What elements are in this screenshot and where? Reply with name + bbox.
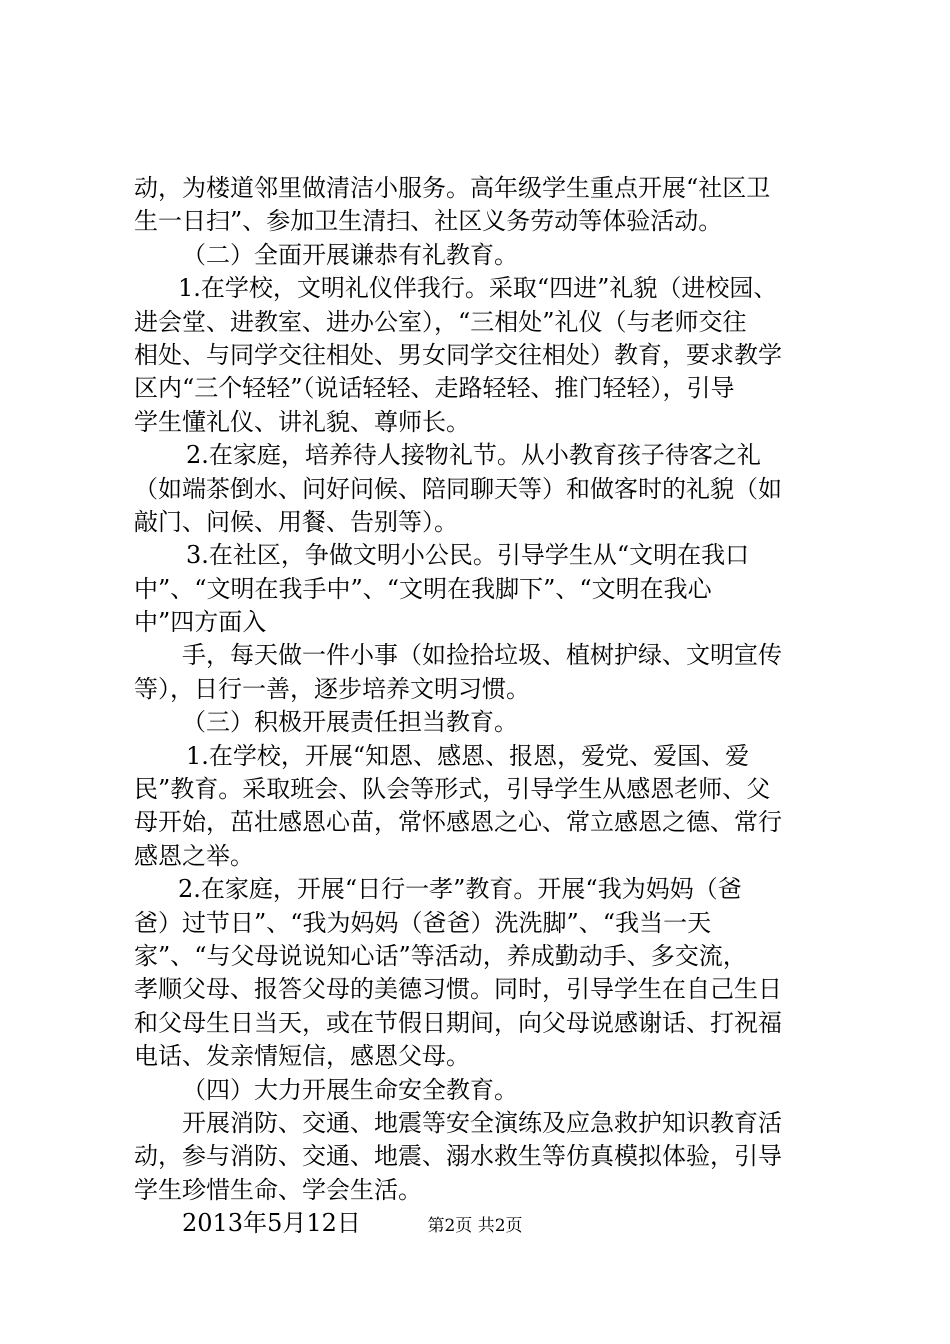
text-line: 生一日扫”、参加卫生清扫、社区义务劳动等体验活动。 <box>134 207 723 236</box>
text-line: 感恩之举。 <box>134 841 254 870</box>
text-line: 相处、与同学交往相处、男女同学交往相处）教育，要求教学 <box>134 340 782 369</box>
section-heading: （二）全面开展谦恭有礼教育。 <box>182 240 518 269</box>
text-line: 爸）过节日”、“我为妈妈（爸爸）洗洗脚”、“我当一天 <box>134 908 712 937</box>
page-number-footer: 第2页 共2页 <box>427 1216 523 1236</box>
text-line: 区内“三个轻轻”（说话轻轻、走路轻轻、推门轻轻），引导 <box>134 374 735 403</box>
section-heading: （四）大力开展生命安全教育。 <box>182 1075 518 1104</box>
text-line: 民”教育。采取班会、队会等形式，引导学生从感恩老师、父 <box>134 775 771 804</box>
text-line: 进会堂、进教室、进办公室），“三相处”礼仪（与老师交往 <box>134 307 747 336</box>
text-line: 2.在家庭，培养待人接物礼节。从小教育孩子待客之礼 <box>186 441 761 470</box>
text-line: 敲门、问候、用餐、告别等）。 <box>134 507 458 536</box>
text-line: 母开始，茁壮感恩心苗，常怀感恩之心、常立感恩之德、常行 <box>134 808 782 837</box>
text-line: 和父母生日当天，或在节假日期间，向父母说感谢话、打祝福 <box>134 1008 782 1037</box>
text-line: 手，每天做一件小事（如捡拾垃圾、植树护绿、文明宣传 <box>182 641 782 670</box>
document-date: 2013年5月12日 <box>182 1209 361 1238</box>
text-line: 3.在社区，争做文明小公民。引导学生从“文明在我口 <box>186 541 750 570</box>
text-line: 2.在家庭，开展“日行一孝”教育。开展“我为妈妈（爸 <box>178 875 742 904</box>
text-line: 动，为楼道邻里做清洁小服务。高年级学生重点开展“社区卫 <box>134 174 771 202</box>
text-line: 中”、“文明在我手中”、“文明在我脚下”、“文明在我心 <box>134 574 712 603</box>
section-heading: （三）积极开展责任担当教育。 <box>182 708 518 737</box>
text-line: 电话、发亲情短信，感恩父母。 <box>134 1042 470 1071</box>
text-line: 等），日行一善，逐步培养文明习惯。 <box>134 674 530 703</box>
text-line: 开展消防、交通、地震等安全演练及应急救护知识教育活 <box>182 1108 782 1137</box>
text-line: 动，参与消防、交通、地震、溺水救生等仿真模拟体验，引导 <box>134 1142 782 1171</box>
text-line: 1.在学校，开展“知恩、感恩、报恩，爱党、爱国、爱 <box>186 741 750 770</box>
document-body <box>134 172 834 1241</box>
text-line: 1.在学校，文明礼仪伴我行。采取“四进”礼貌（进校园、 <box>178 274 778 303</box>
text-line: 孝顺父母、报答父母的美德习惯。同时，引导学生在自己生日 <box>134 975 782 1004</box>
text-line: （如端茶倒水、问好问候、陪同聊天等）和做客时的礼貌（如 <box>134 474 782 503</box>
text-line: 家”、“与父母说说知心话”等活动，养成勤动手、多交流， <box>134 941 747 970</box>
text-line: 学生懂礼仪、讲礼貌、尊师长。 <box>134 407 470 436</box>
text-line: 学生珍惜生命、学会生活。 <box>134 1175 422 1204</box>
text-line: 中”四方面入 <box>134 608 267 637</box>
